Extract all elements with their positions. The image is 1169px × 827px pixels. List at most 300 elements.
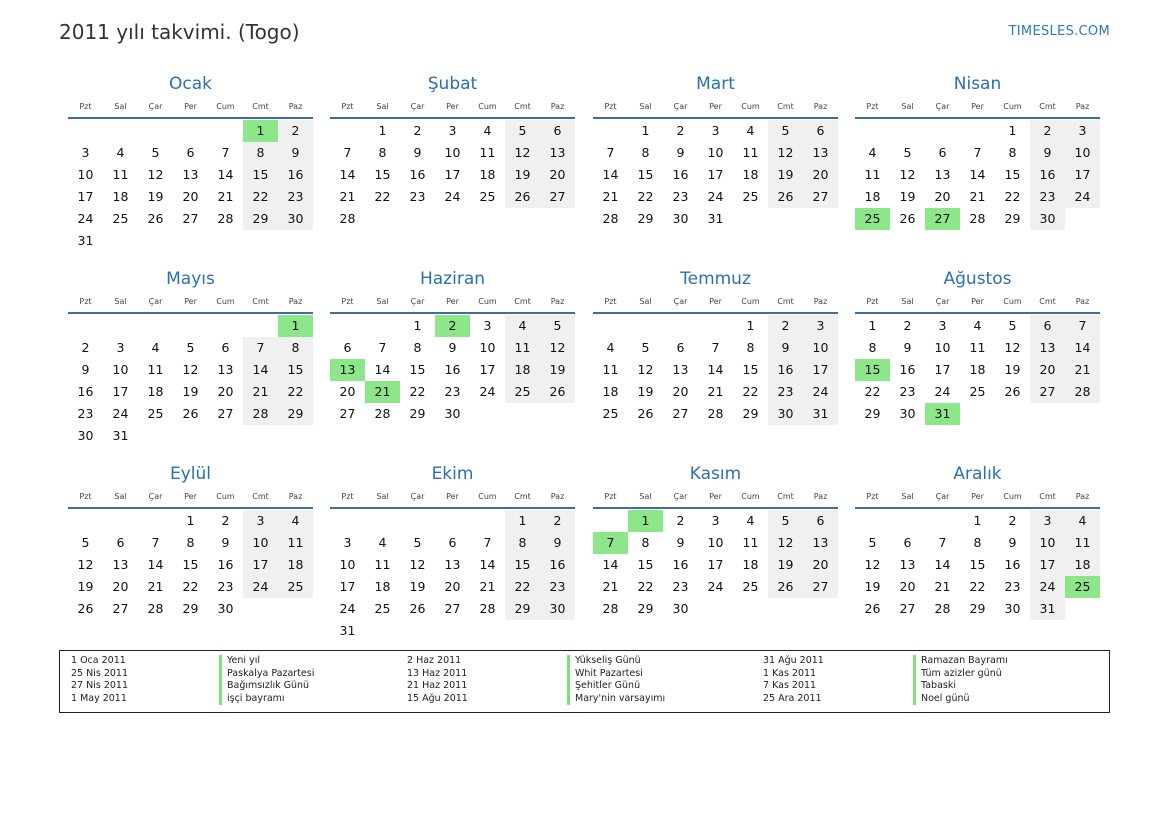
day-cell: 20 xyxy=(444,579,461,594)
weekday-label: Cmt xyxy=(514,102,531,111)
day-cell: 7 xyxy=(483,535,492,550)
weekday-header xyxy=(68,294,313,310)
weekday-label: Çar xyxy=(935,102,950,111)
day-cell: 5 xyxy=(1008,318,1017,333)
empty-cell xyxy=(855,120,890,142)
day-cell: 28 xyxy=(374,406,391,421)
day-cell: 29 xyxy=(742,406,759,421)
empty-cell xyxy=(330,315,365,337)
weekday-label: Paz xyxy=(1075,102,1090,111)
day-cell: 30 xyxy=(672,601,689,616)
weekday-header xyxy=(593,294,838,310)
day-cell: 11 xyxy=(278,532,313,554)
day-cell: 4 xyxy=(505,315,540,337)
day-cell: 22 xyxy=(278,381,313,403)
day-cell: 16 xyxy=(672,167,689,182)
header-rule xyxy=(593,507,838,509)
day-cell: 6 xyxy=(540,120,575,142)
weekday-label: Pzt xyxy=(604,102,617,111)
month-name: Ocak xyxy=(169,74,212,94)
month-name: Mayıs xyxy=(166,269,215,289)
day-cell: 8 xyxy=(278,337,313,359)
day-cell: 21 xyxy=(243,381,278,403)
weekday-label: Çar xyxy=(935,492,950,501)
empty-cell xyxy=(103,315,138,337)
day-cell: 22 xyxy=(637,579,654,594)
day-cell: 10 xyxy=(707,145,724,160)
month-block xyxy=(330,73,575,230)
day-cell: 5 xyxy=(768,120,803,142)
month-name: Aralık xyxy=(953,464,1002,484)
day-cell: 2 xyxy=(81,340,90,355)
legend-name-column xyxy=(913,655,1008,705)
weekday-label: Paz xyxy=(813,297,828,306)
day-cell: 20 xyxy=(339,384,356,399)
weekday-label: Per xyxy=(709,102,722,111)
empty-cell xyxy=(173,315,208,337)
day-grid xyxy=(855,510,1100,620)
weekday-label: Per xyxy=(709,492,722,501)
weekday-label: Cmt xyxy=(252,297,269,306)
day-cell: 28 xyxy=(934,601,951,616)
day-cell: 24 xyxy=(444,189,461,204)
weekday-header xyxy=(68,489,313,505)
day-cell: 10 xyxy=(803,337,838,359)
day-cell: 26 xyxy=(899,211,916,226)
day-cell: 30 xyxy=(444,406,461,421)
weekday-label: Çar xyxy=(148,102,163,111)
weekday-header xyxy=(855,489,1100,505)
month-block xyxy=(855,73,1100,230)
weekday-label: Sal xyxy=(376,102,389,111)
day-cell: 14 xyxy=(374,362,391,377)
holiday-day-cell: 13 xyxy=(330,359,365,381)
weekday-label: Paz xyxy=(288,297,303,306)
day-cell: 3 xyxy=(81,145,90,160)
day-cell: 30 xyxy=(1030,208,1065,230)
month-block xyxy=(68,268,313,447)
legend-date: 1 Oca 2011 xyxy=(71,655,126,666)
legend-holiday-name: Mary'nin varsayımı xyxy=(567,693,665,706)
day-cell: 20 xyxy=(217,384,234,399)
day-cell: 31 xyxy=(112,428,129,443)
holiday-day-cell: 1 xyxy=(628,510,663,532)
day-cell: 7 xyxy=(378,340,387,355)
day-cell: 19 xyxy=(409,579,426,594)
day-cell: 21 xyxy=(1065,359,1100,381)
day-cell: 12 xyxy=(864,557,881,572)
weekday-label: Sal xyxy=(114,297,127,306)
day-cell: 11 xyxy=(147,362,164,377)
day-cell: 15 xyxy=(374,167,391,182)
day-cell: 2 xyxy=(768,315,803,337)
day-cell: 19 xyxy=(768,554,803,576)
day-cell: 4 xyxy=(606,340,615,355)
weekday-label: Paz xyxy=(813,102,828,111)
day-cell: 17 xyxy=(934,362,951,377)
day-cell: 1 xyxy=(505,510,540,532)
day-cell: 10 xyxy=(112,362,129,377)
site-link[interactable]: TIMESLES.COM xyxy=(1008,24,1110,39)
weekday-label: Paz xyxy=(1075,297,1090,306)
day-grid xyxy=(330,510,575,642)
day-cell: 1 xyxy=(746,318,755,333)
day-cell: 27 xyxy=(803,576,838,598)
day-cell: 16 xyxy=(278,164,313,186)
weekday-label: Çar xyxy=(410,297,425,306)
day-cell: 28 xyxy=(969,211,986,226)
day-cell: 5 xyxy=(540,315,575,337)
weekday-header xyxy=(593,489,838,505)
day-cell: 6 xyxy=(676,340,685,355)
day-cell: 29 xyxy=(864,406,881,421)
legend-date: 21 Haz 2011 xyxy=(407,680,468,692)
day-cell: 26 xyxy=(182,406,199,421)
day-cell: 27 xyxy=(1030,381,1065,403)
day-cell: 3 xyxy=(116,340,125,355)
day-cell: 23 xyxy=(540,576,575,598)
day-cell: 26 xyxy=(768,576,803,598)
day-cell: 19 xyxy=(77,579,94,594)
weekday-label: Çar xyxy=(673,492,688,501)
day-cell: 2 xyxy=(413,123,422,138)
day-cell: 25 xyxy=(969,384,986,399)
weekday-label: Pzt xyxy=(866,492,879,501)
day-cell: 24 xyxy=(1030,576,1065,598)
month-block xyxy=(68,463,313,620)
month-block xyxy=(593,463,838,620)
weekday-label: Paz xyxy=(288,102,303,111)
weekday-label: Per xyxy=(446,297,459,306)
day-cell: 1 xyxy=(973,513,982,528)
day-cell: 28 xyxy=(707,406,724,421)
month-block xyxy=(330,268,575,425)
holiday-day-cell: 15 xyxy=(855,359,890,381)
day-cell: 31 xyxy=(77,233,94,248)
day-cell: 2 xyxy=(903,318,912,333)
legend-holiday-name: Tüm azizler günü xyxy=(913,668,1008,681)
day-cell: 12 xyxy=(637,362,654,377)
day-cell: 18 xyxy=(505,359,540,381)
day-grid xyxy=(593,510,838,620)
weekday-label: Çar xyxy=(673,297,688,306)
day-cell: 29 xyxy=(505,598,540,620)
day-cell: 21 xyxy=(602,189,619,204)
day-cell: 22 xyxy=(243,186,278,208)
weekday-label: Cum xyxy=(216,297,235,306)
holiday-day-cell: 31 xyxy=(925,403,960,425)
legend-holiday-name: Ramazan Bayramı xyxy=(913,655,1008,668)
day-cell: 22 xyxy=(505,576,540,598)
day-cell: 4 xyxy=(973,318,982,333)
day-cell: 10 xyxy=(444,145,461,160)
header-rule xyxy=(593,312,838,314)
month-name: Ağustos xyxy=(943,269,1012,289)
day-cell: 13 xyxy=(444,557,461,572)
day-cell: 14 xyxy=(339,167,356,182)
weekday-label: Per xyxy=(184,297,197,306)
day-cell: 14 xyxy=(969,167,986,182)
empty-cell xyxy=(890,120,925,142)
weekday-label: Pzt xyxy=(341,297,354,306)
day-cell: 25 xyxy=(479,189,496,204)
legend-date: 31 Ağu 2011 xyxy=(763,655,824,666)
day-cell: 21 xyxy=(147,579,164,594)
holiday-day-cell: 7 xyxy=(593,532,628,554)
day-cell: 17 xyxy=(243,554,278,576)
weekday-header xyxy=(855,99,1100,115)
day-cell: 11 xyxy=(1065,532,1100,554)
day-cell: 28 xyxy=(602,601,619,616)
day-cell: 24 xyxy=(479,384,496,399)
weekday-label: Sal xyxy=(901,297,914,306)
day-cell: 21 xyxy=(969,189,986,204)
day-cell: 1 xyxy=(378,123,387,138)
weekday-label: Per xyxy=(971,297,984,306)
day-cell: 8 xyxy=(868,340,877,355)
weekday-label: Cum xyxy=(1003,102,1022,111)
weekday-header xyxy=(330,99,575,115)
empty-cell xyxy=(103,120,138,142)
day-cell: 20 xyxy=(182,189,199,204)
day-cell: 15 xyxy=(409,362,426,377)
empty-cell xyxy=(138,510,173,532)
day-cell: 28 xyxy=(147,601,164,616)
empty-cell xyxy=(435,510,470,532)
header-rule xyxy=(593,117,838,119)
holiday-day-cell: 1 xyxy=(278,315,313,337)
day-cell: 26 xyxy=(409,601,426,616)
day-cell: 27 xyxy=(672,406,689,421)
day-cell: 13 xyxy=(182,167,199,182)
day-grid xyxy=(855,315,1100,425)
weekday-label: Cum xyxy=(1003,492,1022,501)
day-cell: 9 xyxy=(221,535,230,550)
weekday-label: Pzt xyxy=(604,297,617,306)
day-cell: 10 xyxy=(243,532,278,554)
day-cell: 16 xyxy=(540,554,575,576)
empty-cell xyxy=(68,510,103,532)
holiday-legend xyxy=(59,650,1110,713)
day-cell: 6 xyxy=(343,340,352,355)
empty-cell xyxy=(365,315,400,337)
day-cell: 25 xyxy=(742,579,759,594)
day-cell: 18 xyxy=(147,384,164,399)
day-grid xyxy=(330,120,575,230)
day-cell: 24 xyxy=(1065,186,1100,208)
day-cell: 21 xyxy=(707,384,724,399)
day-cell: 28 xyxy=(243,403,278,425)
day-cell: 4 xyxy=(746,513,755,528)
day-cell: 4 xyxy=(868,145,877,160)
day-cell: 13 xyxy=(672,362,689,377)
day-cell: 4 xyxy=(278,510,313,532)
weekday-header xyxy=(330,489,575,505)
day-cell: 27 xyxy=(444,601,461,616)
day-cell: 16 xyxy=(1004,557,1021,572)
header-rule xyxy=(855,312,1100,314)
day-cell: 29 xyxy=(278,403,313,425)
month-name: Temmuz xyxy=(680,269,751,289)
day-cell: 23 xyxy=(409,189,426,204)
day-cell: 7 xyxy=(151,535,160,550)
day-cell: 14 xyxy=(602,557,619,572)
day-cell: 12 xyxy=(147,167,164,182)
day-cell: 11 xyxy=(864,167,881,182)
day-cell: 5 xyxy=(186,340,195,355)
day-cell: 8 xyxy=(641,535,650,550)
empty-cell xyxy=(68,120,103,142)
day-cell: 24 xyxy=(77,211,94,226)
weekday-label: Cmt xyxy=(514,492,531,501)
weekday-label: Cmt xyxy=(777,492,794,501)
day-cell: 5 xyxy=(641,340,650,355)
day-cell: 22 xyxy=(409,384,426,399)
weekday-label: Sal xyxy=(114,492,127,501)
weekday-label: Cmt xyxy=(514,297,531,306)
day-cell: 29 xyxy=(409,406,426,421)
day-cell: 12 xyxy=(540,337,575,359)
day-cell: 12 xyxy=(182,362,199,377)
empty-cell xyxy=(173,120,208,142)
month-block xyxy=(855,463,1100,620)
day-cell: 15 xyxy=(742,362,759,377)
day-cell: 19 xyxy=(505,164,540,186)
day-cell: 21 xyxy=(339,189,356,204)
day-cell: 9 xyxy=(768,337,803,359)
day-cell: 15 xyxy=(505,554,540,576)
day-cell: 30 xyxy=(77,428,94,443)
day-cell: 1 xyxy=(413,318,422,333)
weekday-label: Pzt xyxy=(341,102,354,111)
empty-cell xyxy=(138,120,173,142)
day-cell: 30 xyxy=(899,406,916,421)
day-cell: 15 xyxy=(278,359,313,381)
day-cell: 23 xyxy=(1004,579,1021,594)
header-rule xyxy=(855,117,1100,119)
header-rule xyxy=(68,117,313,119)
day-cell: 17 xyxy=(339,579,356,594)
day-cell: 25 xyxy=(278,576,313,598)
holiday-day-cell: 1 xyxy=(243,120,278,142)
day-cell: 19 xyxy=(899,189,916,204)
day-cell: 27 xyxy=(339,406,356,421)
month-name: Eylül xyxy=(169,464,212,484)
day-cell: 17 xyxy=(77,189,94,204)
day-cell: 28 xyxy=(339,211,356,226)
day-cell: 16 xyxy=(77,384,94,399)
day-cell: 8 xyxy=(973,535,982,550)
weekday-label: Cum xyxy=(478,492,497,501)
weekday-label: Pzt xyxy=(866,102,879,111)
header-rule xyxy=(68,312,313,314)
day-cell: 16 xyxy=(409,167,426,182)
weekday-label: Paz xyxy=(550,297,565,306)
empty-cell xyxy=(208,315,243,337)
day-cell: 2 xyxy=(540,510,575,532)
header-rule xyxy=(855,507,1100,509)
day-cell: 18 xyxy=(278,554,313,576)
day-cell: 24 xyxy=(339,601,356,616)
day-cell: 21 xyxy=(602,579,619,594)
legend-date: 13 Haz 2011 xyxy=(407,667,468,679)
day-cell: 8 xyxy=(746,340,755,355)
day-cell: 17 xyxy=(1065,164,1100,186)
day-cell: 12 xyxy=(1004,340,1021,355)
day-grid xyxy=(593,315,838,425)
day-cell: 26 xyxy=(77,601,94,616)
day-cell: 18 xyxy=(374,579,391,594)
weekday-label: Sal xyxy=(901,102,914,111)
day-cell: 21 xyxy=(934,579,951,594)
day-cell: 12 xyxy=(768,142,803,164)
empty-cell xyxy=(330,510,365,532)
day-cell: 29 xyxy=(1004,211,1021,226)
day-cell: 18 xyxy=(742,557,759,572)
day-cell: 25 xyxy=(602,406,619,421)
day-cell: 15 xyxy=(1004,167,1021,182)
empty-cell xyxy=(400,510,435,532)
day-cell: 28 xyxy=(602,211,619,226)
day-cell: 11 xyxy=(112,167,129,182)
day-cell: 6 xyxy=(186,145,195,160)
day-cell: 12 xyxy=(409,557,426,572)
weekday-header xyxy=(593,99,838,115)
empty-cell xyxy=(663,315,698,337)
day-cell: 7 xyxy=(343,145,352,160)
empty-cell xyxy=(470,510,505,532)
day-cell: 25 xyxy=(112,211,129,226)
day-cell: 14 xyxy=(217,167,234,182)
day-cell: 29 xyxy=(637,211,654,226)
day-cell: 30 xyxy=(672,211,689,226)
weekday-label: Pzt xyxy=(341,492,354,501)
day-cell: 26 xyxy=(540,381,575,403)
day-cell: 20 xyxy=(672,384,689,399)
weekday-label: Per xyxy=(971,102,984,111)
day-cell: 8 xyxy=(186,535,195,550)
header-rule xyxy=(330,312,575,314)
weekday-label: Paz xyxy=(288,492,303,501)
day-grid xyxy=(68,510,313,620)
day-cell: 3 xyxy=(343,535,352,550)
empty-cell xyxy=(890,510,925,532)
day-cell: 15 xyxy=(637,167,654,182)
weekday-label: Per xyxy=(446,492,459,501)
month-block xyxy=(855,268,1100,425)
day-cell: 2 xyxy=(676,513,685,528)
day-cell: 14 xyxy=(147,557,164,572)
day-cell: 31 xyxy=(803,403,838,425)
day-cell: 19 xyxy=(540,359,575,381)
weekday-label: Sal xyxy=(639,297,652,306)
day-cell: 18 xyxy=(864,189,881,204)
day-cell: 26 xyxy=(505,186,540,208)
day-cell: 9 xyxy=(540,532,575,554)
day-cell: 24 xyxy=(112,406,129,421)
day-cell: 1 xyxy=(1008,123,1017,138)
legend-date: 1 Kas 2011 xyxy=(763,667,817,679)
day-cell: 6 xyxy=(448,535,457,550)
day-cell: 7 xyxy=(606,145,615,160)
weekday-label: Cum xyxy=(741,492,760,501)
day-cell: 13 xyxy=(540,142,575,164)
holiday-day-cell: 27 xyxy=(925,208,960,230)
day-cell: 17 xyxy=(707,557,724,572)
day-cell: 3 xyxy=(483,318,492,333)
day-cell: 26 xyxy=(147,211,164,226)
day-cell: 4 xyxy=(151,340,160,355)
